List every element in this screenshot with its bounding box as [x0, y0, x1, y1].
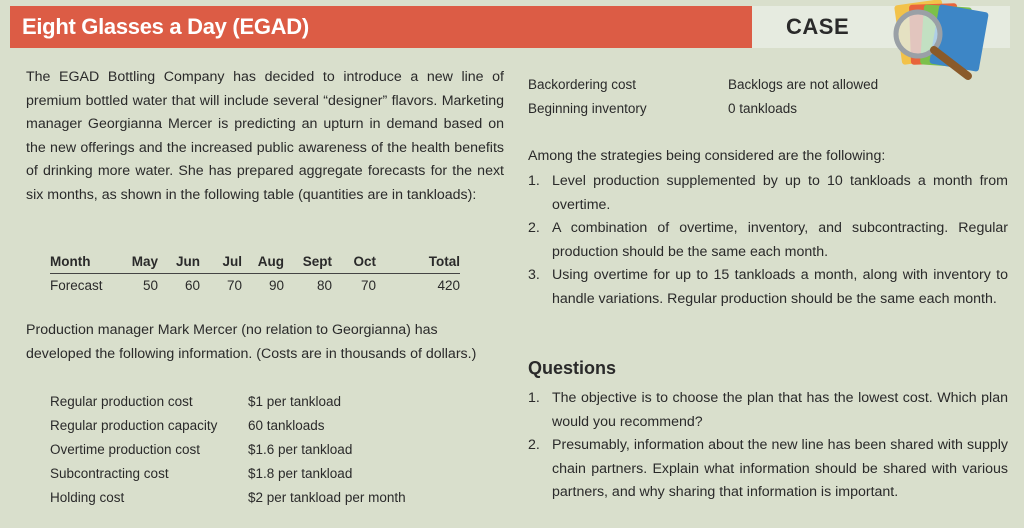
list-number: 2. [528, 220, 540, 236]
list-number: 1. [528, 173, 540, 189]
table-cell: 70 [360, 278, 376, 294]
list-item [528, 217, 1008, 264]
table-header-cell: Oct [353, 253, 376, 269]
table-header-cell: Aug [257, 253, 284, 269]
list-text: The objective is to choose the plan that has the lowest cost. Which plan would you recommend? [552, 390, 1008, 430]
cost-label: Backordering cost [528, 77, 637, 92]
case-label: CASE [786, 14, 850, 39]
cost-label: Overtime production cost [50, 442, 201, 457]
intro-paragraph: The EGAD Bottling Company has decided to introduce a new line of premium bottled water that will include several “designer” flavors. Marketing manager Georgianna Mercer is predicting an upturn in demand based on the new offerings and the increased public awareness of the health benefits of drinking more water. She has prepared aggregate forecasts for the next six months, as shown in the following table (quantities are in tankloads): [26, 69, 504, 203]
table-header-cell: Sept [302, 253, 332, 269]
table-header-cell: Total [428, 253, 460, 269]
list-item [50, 390, 406, 414]
list-text: Using overtime for up to 15 tankloads a month, along with inventory to handle variations. Regular production should be the same each month. [552, 267, 1008, 307]
cost-value: Backlogs are not allowed [728, 77, 879, 92]
questions-heading: Questions [528, 358, 617, 378]
list-number: 3. [528, 267, 540, 283]
table-cell: 90 [268, 278, 284, 294]
list-item [528, 264, 1008, 311]
cost-value: $1.8 per tankload [248, 466, 353, 481]
table-cell: 60 [184, 278, 200, 294]
table-header-cell: May [131, 253, 158, 269]
cost-label: Holding cost [50, 490, 125, 505]
list-item [50, 486, 406, 510]
list-text: Presumably, information about the new line has been shared with supply chain partners. Explain what information should be shared with various partners, and why sharing that information is important. [552, 437, 1008, 500]
cost-value: $2 per tankload per month [248, 490, 406, 505]
table-header-cell: Month [50, 253, 91, 269]
table-row [50, 274, 460, 298]
forecast-table [50, 250, 460, 298]
list-item [528, 170, 1008, 217]
list-number: 1. [528, 390, 540, 406]
list-item [528, 97, 878, 121]
list-item [50, 438, 406, 462]
cost-label: Regular production cost [50, 394, 193, 409]
questions-list [528, 387, 1008, 505]
list-item [528, 434, 1008, 505]
cost-label: Subcontracting cost [50, 466, 169, 481]
list-text: Level production supplemented by up to 10 tankloads a month from overtime. [552, 173, 1008, 213]
strategies-intro: Among the strategies being considered are the following: [528, 148, 886, 164]
cost-list [50, 390, 406, 510]
table-header-cell: Jul [222, 253, 242, 269]
strategies-list [528, 170, 1008, 311]
list-item [50, 414, 406, 438]
cost-label: Beginning inventory [528, 101, 647, 116]
table-cell: 80 [316, 278, 332, 294]
table-cell: 70 [226, 278, 242, 294]
table-cell: 420 [437, 278, 460, 294]
list-item [528, 73, 878, 97]
cost-value: 0 tankloads [728, 101, 798, 116]
list-item [528, 387, 1008, 434]
cost-label: Regular production capacity [50, 418, 218, 433]
list-item [50, 462, 406, 486]
cost-value: 60 tankloads [248, 418, 325, 433]
list-text: A combination of overtime, inventory, and subcontracting. Regular production should be the same each month. [552, 220, 1008, 260]
right-cost-list [528, 73, 878, 121]
case-title: Eight Glasses a Day (EGAD) [10, 6, 752, 48]
table-cell: Forecast [50, 278, 103, 294]
info-paragraph: Production manager Mark Mercer (no relation to Georgianna) has developed the following information. (Costs are in thousands of dollars.) [26, 322, 477, 362]
folders-magnifier-icon [868, 0, 998, 82]
cost-value: $1 per tankload [248, 394, 342, 409]
case-header [10, 6, 1010, 48]
table-cell: 50 [142, 278, 158, 294]
list-number: 2. [528, 437, 540, 453]
table-header-cell: Jun [175, 253, 200, 269]
forecast-header-row [50, 250, 460, 274]
cost-value: $1.6 per tankload [248, 442, 353, 457]
